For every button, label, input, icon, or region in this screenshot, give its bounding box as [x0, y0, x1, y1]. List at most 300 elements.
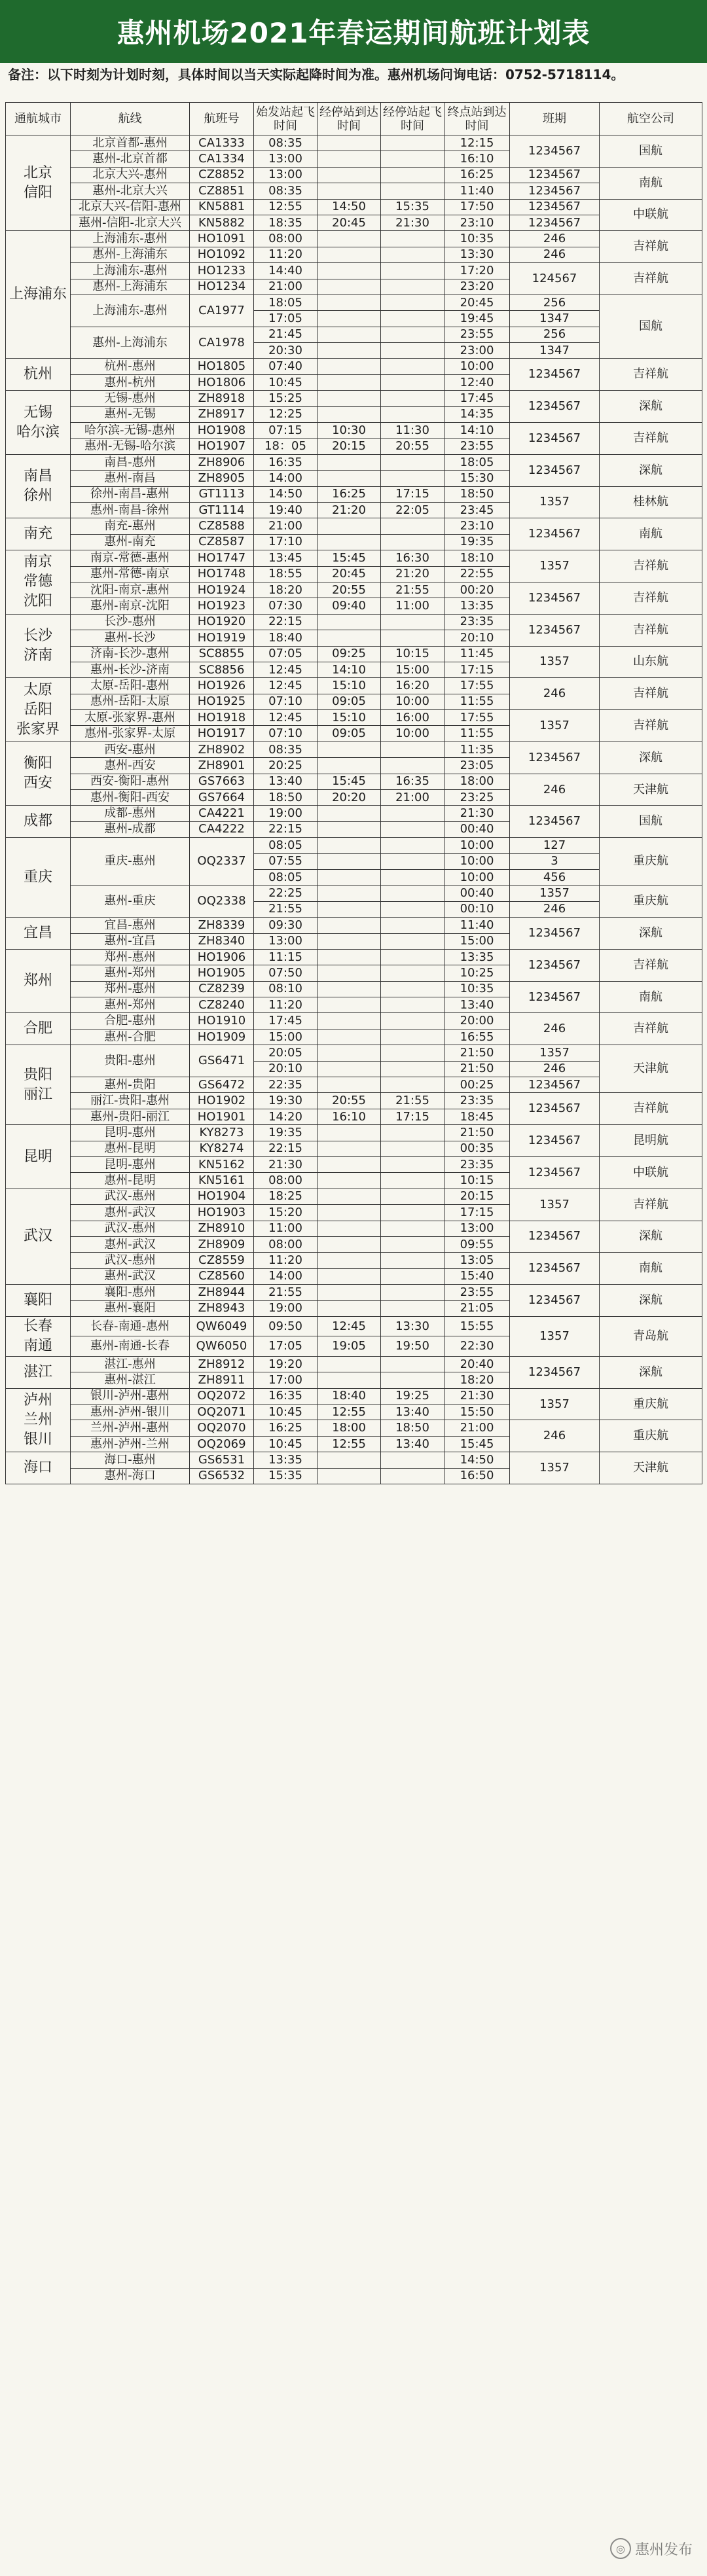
cell-stop-departure: 21:55: [381, 1093, 444, 1109]
cell-departure: 13:00: [254, 151, 317, 167]
cell-flight-no: ZH8944: [190, 1285, 254, 1300]
cell-departure: 18:20: [254, 582, 317, 598]
cell-departure: 08:35: [254, 135, 317, 151]
cell-route: 惠州-常德-南京: [71, 566, 190, 582]
cell-schedule-days: 1357: [510, 1189, 600, 1221]
table-row: [6, 1356, 702, 1372]
cell-schedule-days: 1357: [510, 1388, 600, 1420]
table-row: [6, 231, 702, 247]
cell-departure: 22:15: [254, 1141, 317, 1156]
cell-schedule-days: 1234567: [510, 183, 600, 199]
header-flight-no: 航班号: [190, 103, 254, 135]
cell-schedule-days: 1357: [510, 646, 600, 678]
cell-final-arrival: 21:50: [444, 1061, 510, 1077]
cell-route: 惠州-上海浦东: [71, 327, 190, 359]
cell-final-arrival: 11:55: [444, 726, 510, 742]
cell-departure: 09:50: [254, 1316, 317, 1336]
cell-final-arrival: 18:10: [444, 550, 510, 566]
cell-flight-no: HO1805: [190, 359, 254, 374]
cell-flight-no: CA4222: [190, 821, 254, 837]
cell-schedule-days: 1234567: [510, 518, 600, 550]
cell-stop-departure: [381, 1221, 444, 1236]
cell-flight-no: GS6471: [190, 1045, 254, 1077]
cell-city: 湛江: [6, 1356, 71, 1388]
cell-departure: 19:30: [254, 1093, 317, 1109]
cell-schedule-days: 1347: [510, 343, 600, 359]
cell-departure: 13:40: [254, 774, 317, 789]
cell-final-arrival: 15:45: [444, 1436, 510, 1452]
cell-departure: 17:45: [254, 1013, 317, 1029]
table-row: [6, 1077, 702, 1093]
cell-departure: 14:00: [254, 471, 317, 486]
cell-route: 成都-惠州: [71, 806, 190, 821]
cell-departure: 13:00: [254, 167, 317, 183]
cell-route: 惠州-贵阳-丽江: [71, 1109, 190, 1124]
cell-final-arrival: 16:55: [444, 1029, 510, 1045]
cell-airline: 重庆航: [600, 1388, 702, 1420]
cell-flight-no: ZH8902: [190, 742, 254, 757]
cell-stop-arrival: [317, 949, 381, 965]
cell-flight-no: GS6472: [190, 1077, 254, 1093]
table-row: [6, 614, 702, 630]
cell-stop-departure: [381, 885, 444, 901]
cell-final-arrival: 16:25: [444, 167, 510, 183]
cell-schedule-days: 1234567: [510, 135, 600, 168]
cell-departure: 19:40: [254, 502, 317, 518]
cell-final-arrival: 13:30: [444, 247, 510, 262]
cell-final-arrival: 17:15: [444, 1205, 510, 1221]
cell-stop-departure: 15:00: [381, 662, 444, 677]
cell-route: 惠州-成都: [71, 821, 190, 837]
table-row: [6, 391, 702, 406]
cell-departure: 10:45: [254, 374, 317, 390]
cell-final-arrival: 11:40: [444, 183, 510, 199]
cell-final-arrival: 13:40: [444, 997, 510, 1013]
cell-stop-departure: [381, 1141, 444, 1156]
cell-city: 郑州: [6, 949, 71, 1013]
cell-schedule-days: 256: [510, 295, 600, 310]
cell-departure: 21:30: [254, 1157, 317, 1173]
cell-route: 惠州-张家界-太原: [71, 726, 190, 742]
cell-departure: 17:10: [254, 534, 317, 550]
cell-stop-arrival: 18:00: [317, 1420, 381, 1436]
table-row: [6, 359, 702, 374]
cell-route: 太原-张家界-惠州: [71, 710, 190, 726]
cell-flight-no: CZ8239: [190, 981, 254, 997]
cell-route: 惠州-昆明: [71, 1141, 190, 1156]
cell-stop-arrival: [317, 981, 381, 997]
cell-final-arrival: 21:50: [444, 1045, 510, 1061]
cell-final-arrival: 00:10: [444, 901, 510, 917]
cell-departure: 20:05: [254, 1045, 317, 1061]
cell-departure: 22:15: [254, 821, 317, 837]
cell-stop-departure: [381, 1157, 444, 1173]
cell-stop-arrival: [317, 918, 381, 933]
cell-route: 银川-泸州-惠州: [71, 1388, 190, 1404]
cell-airline: 吉祥航: [600, 582, 702, 614]
cell-flight-no: GS6532: [190, 1468, 254, 1484]
cell-departure: 08:00: [254, 1173, 317, 1189]
cell-schedule-days: 124567: [510, 263, 600, 295]
cell-stop-departure: 21:00: [381, 790, 444, 806]
cell-stop-arrival: [317, 630, 381, 646]
cell-departure: 16:35: [254, 454, 317, 470]
cell-departure: 15:00: [254, 1029, 317, 1045]
cell-schedule-days: 1357: [510, 1045, 600, 1061]
cell-final-arrival: 00:40: [444, 821, 510, 837]
cell-final-arrival: 22:30: [444, 1336, 510, 1357]
cell-departure: 21:55: [254, 901, 317, 917]
cell-airline: 吉祥航: [600, 423, 702, 455]
cell-final-arrival: 14:50: [444, 1452, 510, 1468]
cell-stop-departure: [381, 374, 444, 390]
cell-departure: 08:05: [254, 869, 317, 885]
cell-departure: 20:10: [254, 1061, 317, 1077]
cell-stop-departure: 22:05: [381, 502, 444, 518]
cell-schedule-days: 1234567: [510, 215, 600, 230]
cell-flight-no: KN5162: [190, 1157, 254, 1173]
cell-stop-departure: [381, 901, 444, 917]
cell-route: 贵阳-惠州: [71, 1045, 190, 1077]
cell-airline: 桂林航: [600, 486, 702, 518]
cell-final-arrival: 18:05: [444, 454, 510, 470]
cell-stop-departure: [381, 1013, 444, 1029]
cell-route: 西安-衡阳-惠州: [71, 774, 190, 789]
table-row: [6, 1221, 702, 1236]
cell-flight-no: HO1092: [190, 247, 254, 262]
cell-flight-no: HO1903: [190, 1205, 254, 1221]
cell-route: 兰州-泸州-惠州: [71, 1420, 190, 1436]
cell-stop-departure: [381, 965, 444, 981]
cell-flight-no: HO1904: [190, 1189, 254, 1204]
cell-final-arrival: 17:20: [444, 263, 510, 279]
cell-airline: 深航: [600, 391, 702, 423]
cell-route: 长春-南通-惠州: [71, 1316, 190, 1336]
watermark-logo-icon: ◎: [610, 2538, 631, 2559]
cell-route: 惠州-宜昌: [71, 933, 190, 949]
cell-stop-arrival: [317, 1356, 381, 1372]
cell-flight-no: HO1910: [190, 1013, 254, 1029]
cell-city: 贵阳 丽江: [6, 1045, 71, 1125]
cell-airline: 吉祥航: [600, 359, 702, 391]
cell-stop-departure: [381, 1300, 444, 1316]
cell-stop-arrival: [317, 1125, 381, 1141]
cell-flight-no: HO1747: [190, 550, 254, 566]
cell-flight-no: HO1909: [190, 1029, 254, 1045]
cell-schedule-days: 1357: [510, 1316, 600, 1356]
cell-departure: 15:20: [254, 1205, 317, 1221]
cell-final-arrival: 15:55: [444, 1316, 510, 1336]
cell-final-arrival: 10:35: [444, 231, 510, 247]
table-row: [6, 1013, 702, 1029]
cell-stop-departure: [381, 151, 444, 167]
cell-schedule-days: 1234567: [510, 1157, 600, 1189]
cell-stop-arrival: 12:55: [317, 1436, 381, 1452]
cell-final-arrival: 23:55: [444, 1285, 510, 1300]
cell-departure: 07:50: [254, 965, 317, 981]
cell-city: 无锡 哈尔滨: [6, 391, 71, 455]
header-route: 航线: [71, 103, 190, 135]
cell-airline: 吉祥航: [600, 678, 702, 710]
cell-final-arrival: 14:35: [444, 406, 510, 422]
cell-airline: 重庆航: [600, 838, 702, 885]
cell-final-arrival: 20:00: [444, 1013, 510, 1029]
cell-flight-no: HO1233: [190, 263, 254, 279]
cell-stop-arrival: [317, 1285, 381, 1300]
cell-stop-arrival: [317, 374, 381, 390]
cell-final-arrival: 23:45: [444, 502, 510, 518]
cell-stop-departure: [381, 1468, 444, 1484]
cell-stop-arrival: 14:10: [317, 662, 381, 677]
cell-stop-arrival: [317, 933, 381, 949]
header-airline: 航空公司: [600, 103, 702, 135]
cell-route: 惠州-信阳-北京大兴: [71, 215, 190, 230]
cell-stop-departure: [381, 1372, 444, 1388]
cell-flight-no: KN5161: [190, 1173, 254, 1189]
cell-departure: 10:45: [254, 1404, 317, 1420]
cell-schedule-days: 1234567: [510, 1285, 600, 1317]
cell-schedule-days: 1234567: [510, 391, 600, 423]
cell-route: 惠州-武汉: [71, 1268, 190, 1284]
cell-airline: 吉祥航: [600, 710, 702, 742]
cell-flight-no: ZH8906: [190, 454, 254, 470]
cell-route: 武汉-惠州: [71, 1189, 190, 1204]
cell-schedule-days: 1357: [510, 885, 600, 901]
cell-departure: 14:00: [254, 1268, 317, 1284]
cell-flight-no: CZ8560: [190, 1268, 254, 1284]
cell-final-arrival: 21:30: [444, 806, 510, 821]
cell-final-arrival: 23:35: [444, 614, 510, 630]
table-row: [6, 135, 702, 151]
cell-stop-arrival: 20:45: [317, 215, 381, 230]
cell-flight-no: SC8855: [190, 646, 254, 662]
table-row: [6, 199, 702, 215]
cell-route: 南京-常德-惠州: [71, 550, 190, 566]
cell-stop-arrival: [317, 1173, 381, 1189]
table-row: [6, 949, 702, 965]
cell-stop-departure: [381, 918, 444, 933]
cell-schedule-days: 1347: [510, 311, 600, 327]
cell-flight-no: CZ8240: [190, 997, 254, 1013]
cell-city: 衡阳 西安: [6, 742, 71, 806]
cell-final-arrival: 19:35: [444, 534, 510, 550]
cell-stop-arrival: [317, 1157, 381, 1173]
cell-stop-departure: 20:55: [381, 438, 444, 454]
cell-flight-no: HO1902: [190, 1093, 254, 1109]
cell-stop-arrival: [317, 821, 381, 837]
cell-stop-arrival: [317, 406, 381, 422]
cell-stop-arrival: [317, 1013, 381, 1029]
cell-stop-arrival: [317, 997, 381, 1013]
header-stop-departure: 经停站起飞时间: [381, 103, 444, 135]
cell-airline: 深航: [600, 1285, 702, 1317]
table-row: [6, 167, 702, 183]
cell-flight-no: HO1926: [190, 678, 254, 694]
cell-city: 南京 常德 沈阳: [6, 550, 71, 615]
cell-stop-departure: [381, 869, 444, 885]
cell-stop-departure: 21:55: [381, 582, 444, 598]
cell-departure: 11:20: [254, 247, 317, 262]
cell-final-arrival: 12:40: [444, 374, 510, 390]
cell-departure: 18:40: [254, 630, 317, 646]
cell-final-arrival: 18:45: [444, 1109, 510, 1124]
cell-city: 成都: [6, 806, 71, 838]
cell-schedule-days: 1357: [510, 550, 600, 582]
cell-stop-arrival: 15:10: [317, 678, 381, 694]
cell-stop-arrival: 19:05: [317, 1336, 381, 1357]
cell-stop-arrival: 16:10: [317, 1109, 381, 1124]
cell-departure: 07:30: [254, 598, 317, 614]
cell-departure: 11:20: [254, 997, 317, 1013]
cell-flight-no: KY8274: [190, 1141, 254, 1156]
cell-flight-no: CZ8588: [190, 518, 254, 534]
page-title: 惠州机场2021年春运期间航班计划表: [0, 0, 707, 63]
cell-flight-no: GS6531: [190, 1452, 254, 1468]
cell-airline: 天津航: [600, 774, 702, 806]
table-row: [6, 1316, 702, 1336]
cell-flight-no: CA1977: [190, 295, 254, 327]
cell-route: 惠州-昆明: [71, 1173, 190, 1189]
cell-departure: 19:35: [254, 1125, 317, 1141]
cell-departure: 18:35: [254, 215, 317, 230]
cell-airline: 中联航: [600, 1157, 702, 1189]
cell-flight-no: GT1114: [190, 502, 254, 518]
cell-final-arrival: 11:45: [444, 646, 510, 662]
cell-route: 惠州-上海浦东: [71, 279, 190, 295]
cell-stop-departure: [381, 1125, 444, 1141]
cell-schedule-days: 1234567: [510, 742, 600, 774]
cell-departure: 11:20: [254, 1253, 317, 1268]
cell-flight-no: ZH8905: [190, 471, 254, 486]
cell-airline: 吉祥航: [600, 1093, 702, 1125]
cell-route: 惠州-南昌: [71, 471, 190, 486]
cell-final-arrival: 21:30: [444, 1388, 510, 1404]
cell-final-arrival: 19:45: [444, 311, 510, 327]
cell-stop-departure: 21:20: [381, 566, 444, 582]
cell-flight-no: ZH8909: [190, 1236, 254, 1252]
cell-flight-no: ZH8339: [190, 918, 254, 933]
cell-route: 合肥-惠州: [71, 1013, 190, 1029]
table-row: [6, 582, 702, 598]
cell-flight-no: CA1978: [190, 327, 254, 359]
cell-final-arrival: 11:35: [444, 742, 510, 757]
cell-flight-no: GS7664: [190, 790, 254, 806]
cell-stop-departure: 10:00: [381, 694, 444, 709]
cell-flight-no: SC8856: [190, 662, 254, 677]
cell-stop-arrival: 09:05: [317, 694, 381, 709]
table-row: [6, 918, 702, 933]
cell-airline: 天津航: [600, 1045, 702, 1093]
cell-flight-no: CZ8852: [190, 167, 254, 183]
cell-stop-arrival: 20:55: [317, 582, 381, 598]
cell-airline: 吉祥航: [600, 1013, 702, 1045]
cell-schedule-days: 3: [510, 853, 600, 869]
cell-departure: 15:25: [254, 391, 317, 406]
cell-route: 惠州-南京-沈阳: [71, 598, 190, 614]
cell-departure: 12:45: [254, 662, 317, 677]
cell-schedule-days: 127: [510, 838, 600, 853]
cell-stop-departure: [381, 1285, 444, 1300]
cell-final-arrival: 10:00: [444, 869, 510, 885]
cell-stop-departure: 17:15: [381, 1109, 444, 1124]
table-row: [6, 486, 702, 502]
cell-stop-arrival: [317, 1061, 381, 1077]
cell-final-arrival: 16:50: [444, 1468, 510, 1484]
cell-stop-arrival: [317, 758, 381, 774]
cell-airline: 吉祥航: [600, 231, 702, 263]
cell-flight-no: CA1334: [190, 151, 254, 167]
table-row: [6, 1157, 702, 1173]
cell-city: 襄阳: [6, 1285, 71, 1317]
cell-stop-departure: [381, 263, 444, 279]
table-row: [6, 838, 702, 853]
cell-schedule-days: 1234567: [510, 1356, 600, 1388]
cell-flight-no: HO1908: [190, 423, 254, 438]
cell-schedule-days: 246: [510, 1013, 600, 1045]
cell-flight-no: HO1905: [190, 965, 254, 981]
cell-schedule-days: 1234567: [510, 1125, 600, 1157]
table-row: [6, 183, 702, 199]
cell-route: 北京首都-惠州: [71, 135, 190, 151]
cell-route: 惠州-湛江: [71, 1372, 190, 1388]
cell-departure: 18:05: [254, 295, 317, 310]
cell-stop-departure: [381, 949, 444, 965]
cell-final-arrival: 10:00: [444, 853, 510, 869]
cell-departure: 07:10: [254, 694, 317, 709]
cell-final-arrival: 23:10: [444, 518, 510, 534]
cell-stop-arrival: [317, 1077, 381, 1093]
cell-final-arrival: 10:35: [444, 981, 510, 997]
table-row: [6, 774, 702, 789]
cell-stop-arrival: [317, 167, 381, 183]
cell-route: 上海浦东-惠州: [71, 231, 190, 247]
cell-stop-departure: 13:40: [381, 1436, 444, 1452]
cell-final-arrival: 15:00: [444, 933, 510, 949]
cell-airline: 南航: [600, 167, 702, 199]
cell-stop-departure: [381, 742, 444, 757]
cell-final-arrival: 10:00: [444, 359, 510, 374]
cell-schedule-days: 246: [510, 678, 600, 710]
cell-final-arrival: 20:15: [444, 1189, 510, 1204]
cell-stop-departure: 18:50: [381, 1420, 444, 1436]
cell-stop-arrival: [317, 838, 381, 853]
cell-final-arrival: 18:50: [444, 486, 510, 502]
cell-schedule-days: 1234567: [510, 199, 600, 215]
header-departure: 始发站起飞时间: [254, 103, 317, 135]
cell-stop-arrival: 15:10: [317, 710, 381, 726]
cell-final-arrival: 20:10: [444, 630, 510, 646]
cell-airline: 深航: [600, 1221, 702, 1253]
cell-airline: 吉祥航: [600, 614, 702, 646]
cell-schedule-days: 1234567: [510, 423, 600, 455]
cell-stop-arrival: [317, 263, 381, 279]
table-row: [6, 263, 702, 279]
table-row: [6, 981, 702, 997]
cell-stop-arrival: 21:20: [317, 502, 381, 518]
cell-stop-departure: [381, 853, 444, 869]
cell-stop-departure: 13:40: [381, 1404, 444, 1420]
cell-schedule-days: 456: [510, 869, 600, 885]
cell-stop-arrival: [317, 1268, 381, 1284]
cell-route: 惠州-西安: [71, 758, 190, 774]
cell-departure: 19:20: [254, 1356, 317, 1372]
cell-stop-departure: [381, 838, 444, 853]
cell-route: 海口-惠州: [71, 1452, 190, 1468]
cell-route: 惠州-武汉: [71, 1236, 190, 1252]
cell-stop-departure: [381, 806, 444, 821]
cell-schedule-days: 246: [510, 901, 600, 917]
cell-departure: 13:00: [254, 933, 317, 949]
